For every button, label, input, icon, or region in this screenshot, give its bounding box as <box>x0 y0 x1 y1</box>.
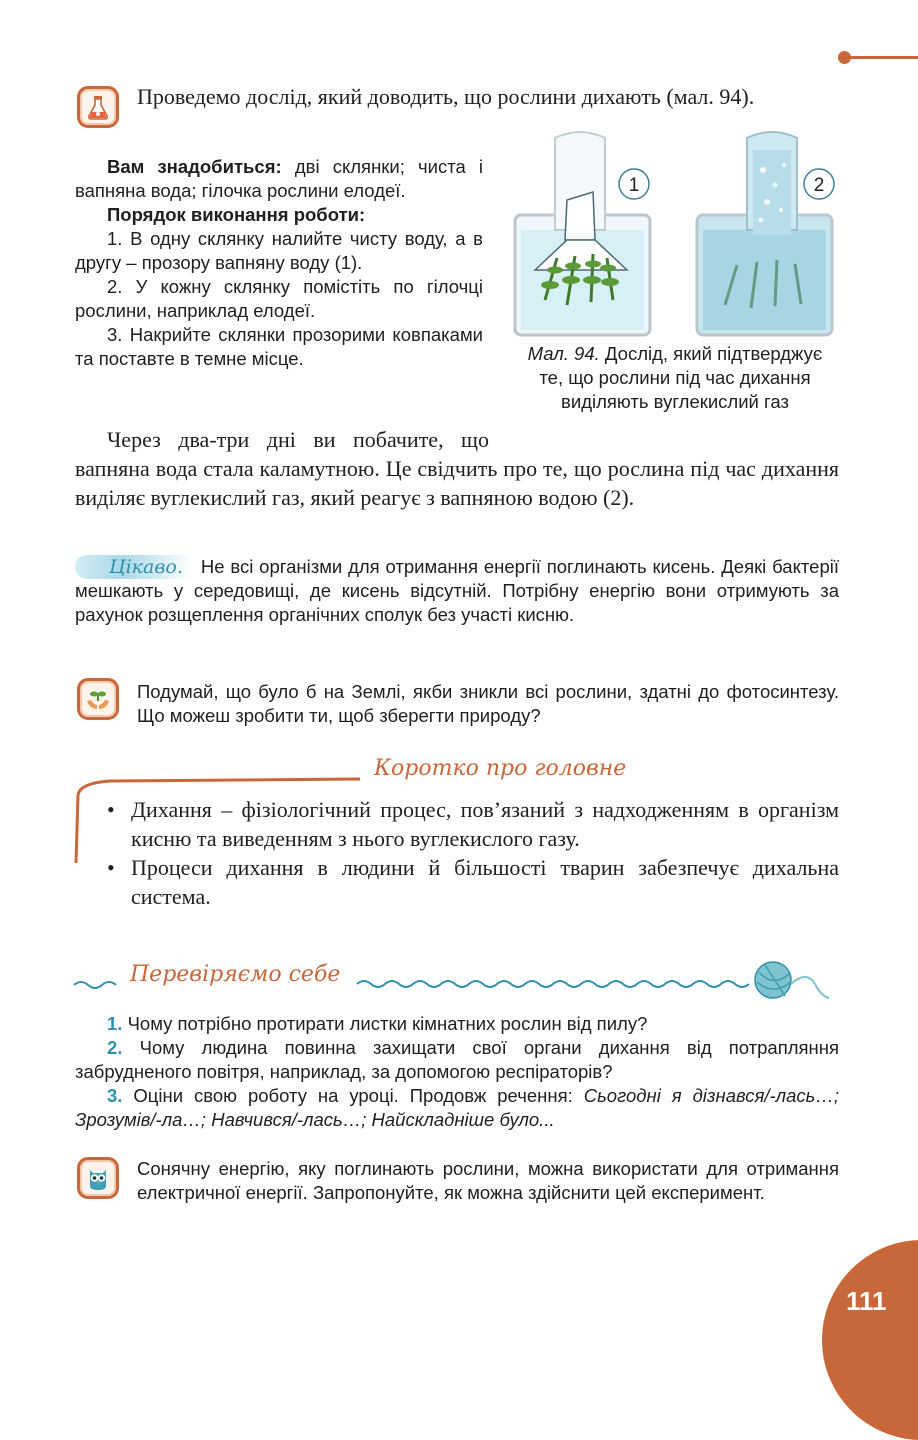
materials-text: дві склянки; чиста і вапняна вода; гілочка рослини елодеї. <box>75 156 484 201</box>
result-text <box>75 425 839 512</box>
procedure-title: Порядок виконання роботи: <box>107 204 366 225</box>
page-number-badge <box>822 1240 918 1440</box>
question-1-number: 1. <box>107 1013 123 1034</box>
figure-caption <box>520 342 830 414</box>
summary-item: • Процеси дихання в людини й більшості тварин забезпечує дихальна система. <box>107 853 839 911</box>
interesting-block <box>75 555 839 627</box>
question-1 <box>75 1012 839 1036</box>
figure-caption-prefix: Мал. 94. <box>527 343 600 364</box>
summary-list <box>107 795 839 911</box>
question-2 <box>75 1036 839 1084</box>
materials-label: Вам знадобиться: <box>107 156 282 177</box>
summary-item: • Дихання – фізіологічний процес, пов’язаний з надходженням в організм кисню та виведенням з нього вуглекислого газу. <box>107 795 839 853</box>
questions-block <box>75 1012 839 1132</box>
hands-plant-icon <box>77 678 119 720</box>
result-block <box>75 425 845 512</box>
figure-caption-text: Дослід, який підтверджує те, що рослини під час дихання виділяють вуглекислий газ <box>539 343 823 412</box>
final-task-text: Сонячну енергію, яку поглинають рослини, можна використати для отримання електричної енергії. Запропонуйте, як можна здійснити цей експеримент. <box>137 1158 839 1203</box>
question-2-number: 2. <box>107 1037 123 1058</box>
question-3-number: 3. <box>107 1085 123 1106</box>
experiment-figure <box>505 130 845 350</box>
interesting-label: Цікаво. <box>75 555 193 579</box>
question-3-prompts: Сьогодні я дізнався/-лась…; Зрозумів/-ла…; Навчився/-лась…; Найскладніше було... <box>75 1085 840 1130</box>
procedure-step-1: 1. В одну склянку налийте чисту воду, а в другу – прозору вапняну воду (1). <box>75 228 483 273</box>
intro-text: Проведемо дослід, який доводить, що рослини дихають (мал. 94). <box>137 84 755 109</box>
question-3 <box>75 1084 839 1132</box>
question-2-text: Чому людина повинна захищати свої органи дихання від потрапляння забрудненого повітря, наприклад, за допомогою респіраторів? <box>75 1037 840 1082</box>
wave-left-decoration <box>72 975 132 995</box>
question-1-text: Чому потрібно протирати листки кімнатних рослин від пилу? <box>127 1013 648 1034</box>
interesting-text: Не всі організми для отримання енергії поглинають кисень. Деякі бактерії мешкають у середовищі, де кисень відсутній. Потрібну енергію вони отримують за рахунок розщеплення органічних сполук без участі кисню. <box>75 556 839 625</box>
page-number: 111 <box>846 1286 887 1316</box>
think-text: Подумай, що було б на Землі, якби зникли всі рослини, здатні до фотосинтезу. Що можеш зробити ти, щоб зберегти природу? <box>137 681 839 726</box>
jar-1-illustration <box>515 132 650 335</box>
procedure-step-2: 2. У кожну склянку помістіть по гілочці рослини, наприклад елодеї. <box>75 276 483 321</box>
wave-right-decoration <box>355 960 835 1005</box>
question-3-text: Оціни свою роботу на уроці. Продовж речення: <box>133 1085 573 1106</box>
result-text-content: Через два-три дні ви побачите, що вапняна вода стала каламутною. Це свідчить про те, що рослина під час дихання виділяє вуглекислий газ, який реагує з вапняною водою (2). <box>75 427 839 510</box>
figure-wrap-spacer <box>489 425 839 454</box>
check-title: Перевіряємо себе <box>130 962 341 987</box>
instructions-block <box>75 155 483 371</box>
yarn-ball-icon <box>755 962 829 998</box>
jar-2-label: 2 <box>813 175 825 196</box>
owl-icon <box>77 1157 119 1199</box>
flask-icon <box>77 86 119 128</box>
procedure-step-3: 3. Накрийте склянки прозорими ковпаками та поставте в темне місце. <box>75 324 483 369</box>
jar-1-label: 1 <box>628 175 640 196</box>
materials-paragraph <box>75 155 483 203</box>
top-decoration-line <box>850 56 918 59</box>
summary-title: Коротко про головне <box>374 756 627 781</box>
jar-2-illustration <box>697 132 832 335</box>
